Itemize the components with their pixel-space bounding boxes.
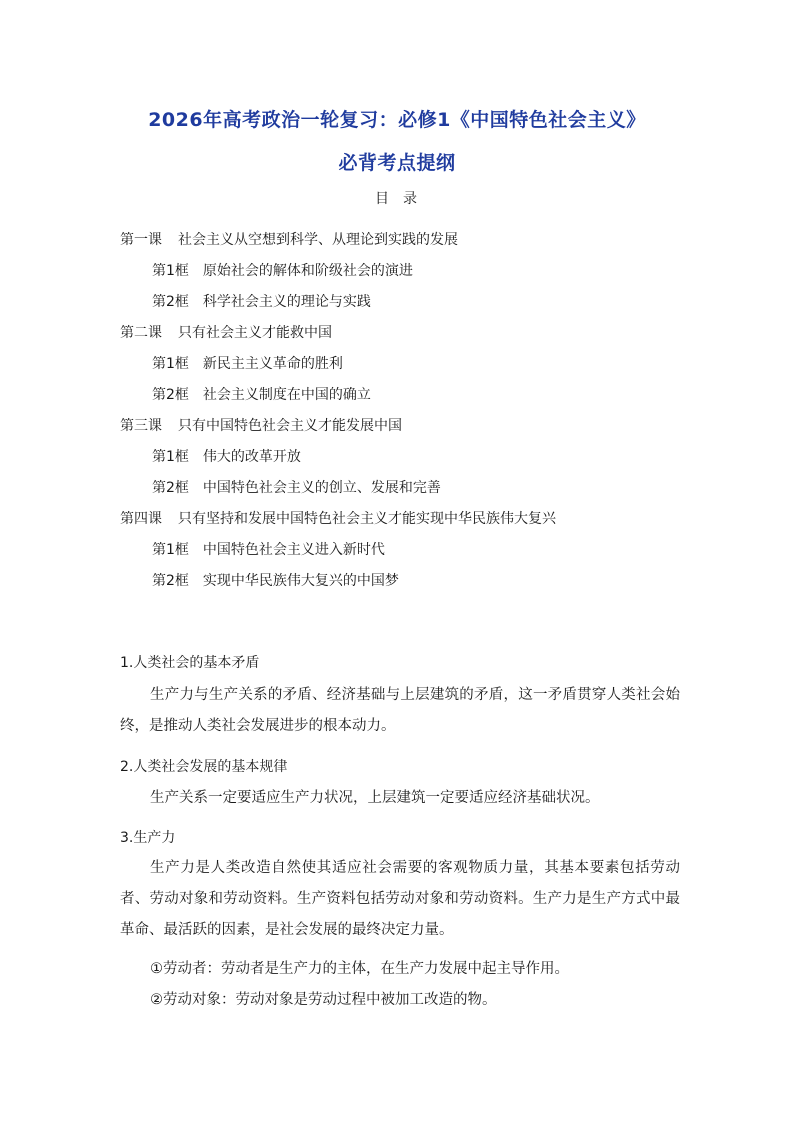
toc-label: 第1框 [152,356,189,372]
toc-lesson-3 [120,415,402,435]
toc-label: 第2框 [152,573,189,589]
toc-text: 原始社会的解体和阶级社会的演进 [202,263,413,279]
toc-label: 第1框 [152,542,189,558]
list-item: ①劳动者：劳动者是生产力的主体，在生产力发展中起主导作用。 [150,961,569,977]
toc-lesson-1 [120,229,458,249]
list-item: ②劳动对象：劳动对象是劳动过程中被加工改造的物。 [150,992,497,1008]
section-paragraph-2: 生产关系一定要适应生产力状况，上层建筑一定要适应经济基础状况。 [150,790,600,806]
toc-text: 只有社会主义才能救中国 [178,325,332,341]
toc-text: 中国特色社会主义进入新时代 [202,542,385,558]
toc-label: 第二课 [120,325,162,341]
toc-frame-1-1 [152,260,413,280]
section-paragraph-1: 生产力与生产关系的矛盾、经济基础与上层建筑的矛盾，这一矛盾贯穿人类社会始终，是推动人类社会发展进步的根本动力。 [120,687,680,734]
toc-label: 第一课 [120,232,162,248]
section-paragraph-3: 生产力是人类改造自然使其适应社会需要的客观物质力量，其基本要素包括劳动者、劳动对象和劳动资料。生产资料包括劳动对象和劳动资料。生产力是生产方式中最革命、最活跃的因素，是社会发展的最终决定力量。 [120,860,680,938]
toc-text: 新民主主义革命的胜利 [202,356,343,372]
toc-text: 只有坚持和发展中国特色社会主义才能实现中华民族伟大复兴 [178,511,556,527]
toc-frame-1-2 [152,291,371,311]
toc-label: 第2框 [152,480,189,496]
document-title-line1: 2026年高考政治一轮复习：必修1《中国特色社会主义》 [148,109,646,131]
section-title-1: 1.人类社会的基本矛盾 [120,655,260,671]
toc-text: 只有中国特色社会主义才能发展中国 [178,418,402,434]
toc-heading: 目录 [375,191,431,207]
toc-frame-3-2 [152,477,441,497]
toc-frame-3-1 [152,446,301,466]
toc-text: 社会主义制度在中国的确立 [202,387,371,403]
document-title-line2: 必背考点提纲 [338,152,456,174]
toc-text: 中国特色社会主义的创立、发展和完善 [202,480,441,496]
toc-frame-2-2 [152,384,371,404]
toc-label: 第2框 [152,294,189,310]
toc-label: 第1框 [152,263,189,279]
toc-text: 伟大的改革开放 [202,449,301,465]
section-title-3: 3.生产力 [120,830,176,846]
toc-text: 科学社会主义的理论与实践 [202,294,371,310]
toc-label: 第1框 [152,449,189,465]
toc-label: 第2框 [152,387,189,403]
toc-text: 社会主义从空想到科学、从理论到实践的发展 [178,232,458,248]
toc-frame-4-2 [152,570,399,590]
toc-text: 实现中华民族伟大复兴的中国梦 [202,573,399,589]
toc-label: 第三课 [120,418,162,434]
toc-lesson-4 [120,508,556,528]
toc-frame-2-1 [152,353,343,373]
toc-lesson-2 [120,322,332,342]
section-title-2: 2.人类社会发展的基本规律 [120,759,288,775]
toc-frame-4-1 [152,539,385,559]
toc-label: 第四课 [120,511,162,527]
